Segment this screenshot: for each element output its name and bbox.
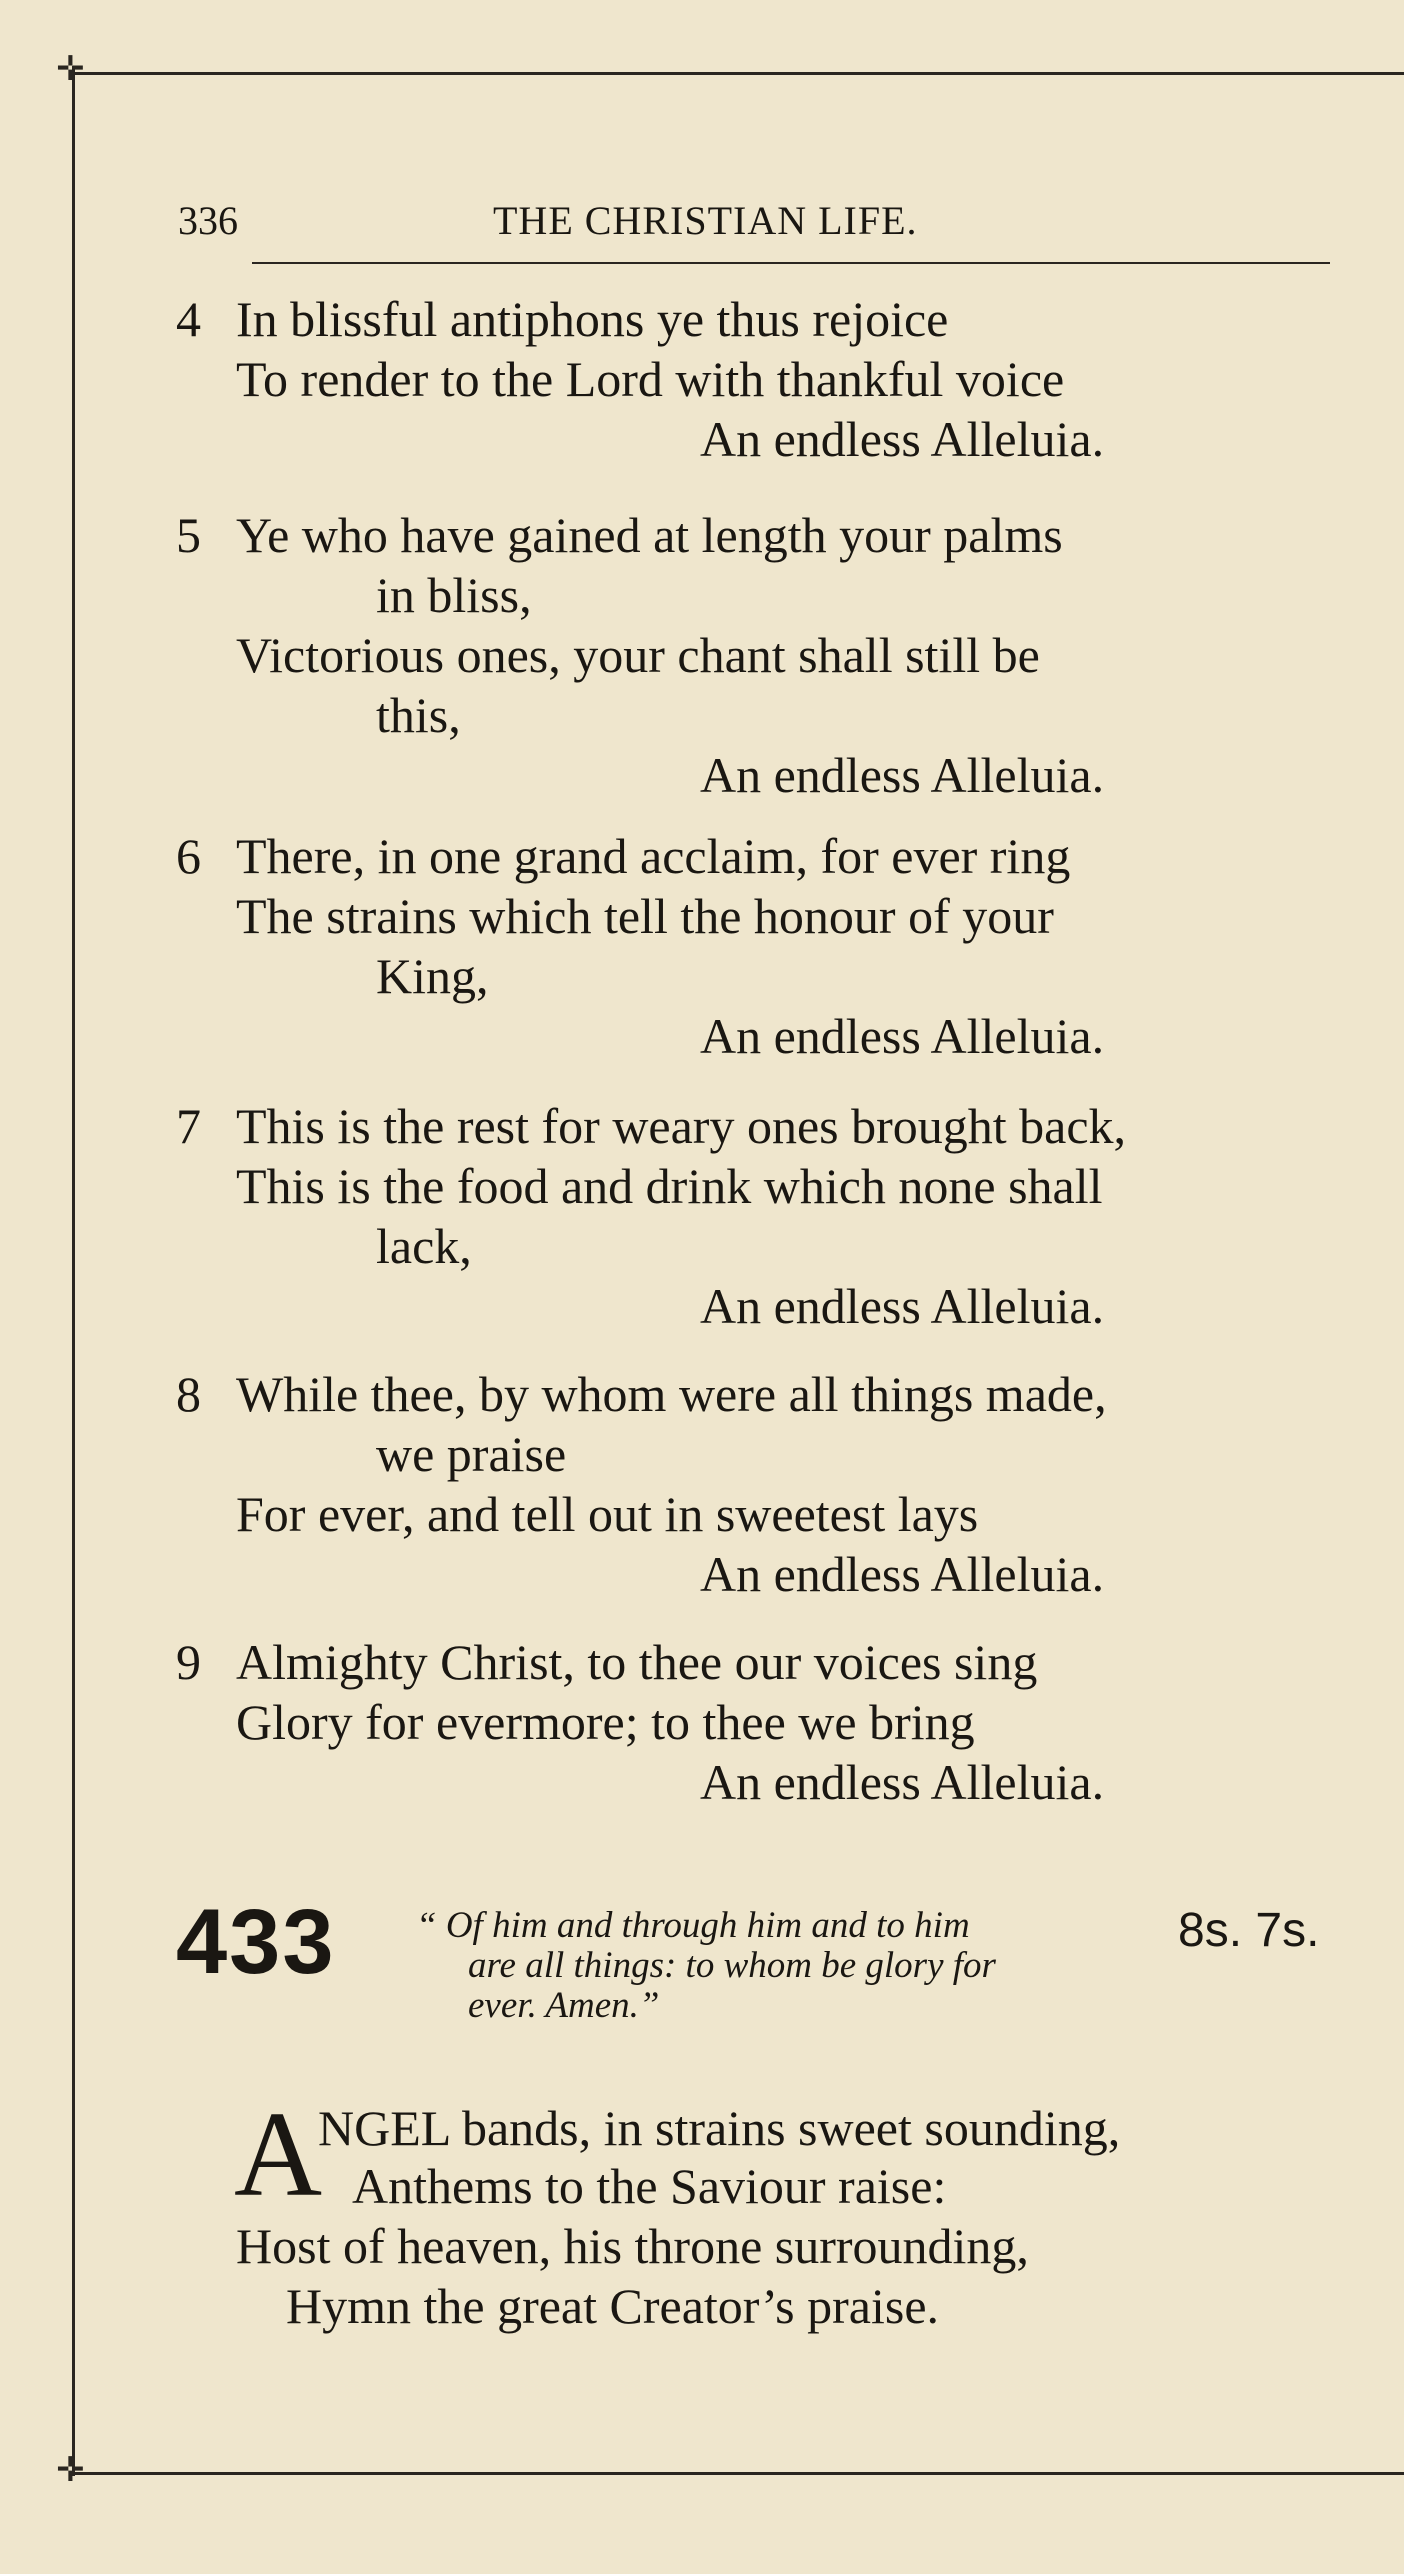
verse-line-text: This is the food and drink which none shall [236,1158,1103,1214]
verse-line [176,289,1356,349]
refrain-text: An endless Alleluia. [700,1278,1105,1334]
verse-line-text: in bliss, [376,567,532,623]
refrain [176,745,1356,805]
verse-line [176,505,1356,565]
verse-line-text: The strains which tell the honour of your [236,888,1054,944]
verse-7 [176,1096,1356,1336]
verse-line [176,1632,1356,1692]
verse-line [176,1156,1356,1216]
refrain [176,1276,1356,1336]
verse-line [176,1692,1356,1752]
hymn-line [318,2098,1404,2158]
verse-5 [176,505,1356,805]
verse-line-continuation [176,685,1356,745]
hymn-line-text: Hymn the great Creator’s praise. [286,2278,940,2334]
verse-line-text: To render to the Lord with thankful voice [236,351,1065,407]
verse-number: 5 [176,507,201,563]
hymn-line [352,2156,1404,2216]
drop-cap: A [234,2087,323,2222]
refrain-text: An endless Alleluia. [700,1754,1105,1810]
refrain-text: An endless Alleluia. [700,1008,1105,1064]
refrain [176,1544,1356,1604]
verse-line-text: lack, [376,1218,472,1274]
bottom-rule [70,2472,1404,2475]
verse-line-text: While thee, by whom were all things made, [236,1366,1107,1422]
refrain [176,1752,1356,1812]
left-rule [72,66,75,2476]
verse-line-continuation [176,1424,1356,1484]
verse-line-text: This is the rest for weary ones brought back, [236,1098,1127,1154]
running-title: THE CHRISTIAN LIFE. [493,198,918,243]
cross-ornament-icon: ✛ [56,49,85,89]
running-head [178,196,1058,246]
epigraph-line: “ Of him and through him and to him [416,1905,970,1946]
verse-line [176,1484,1356,1544]
hymn-line [236,2216,1356,2276]
refrain [176,409,1356,469]
hymn-epigraph [416,1906,1156,2026]
hymn-line-text: NGEL bands, in strains sweet sounding, [318,2100,1121,2156]
page-number: 336 [178,198,238,243]
verse-line-text: For ever, and tell out in sweetest lays [236,1486,979,1542]
verse-line [176,826,1356,886]
refrain-text: An endless Alleluia. [700,747,1105,803]
verse-line-text: In blissful antiphons ye thus rejoice [236,291,949,347]
verse-line-text: Ye who have gained at length your palms [236,507,1063,563]
hymn-number: 433 [176,1891,336,1993]
refrain-text: An endless Alleluia. [700,411,1105,467]
verse-4 [176,289,1356,469]
top-rule [70,72,1404,75]
verse-number: 6 [176,828,201,884]
verse-line-continuation [176,946,1356,1006]
verse-line-text: Almighty Christ, to thee our voices sing [236,1634,1038,1690]
refrain-text: An endless Alleluia. [700,1546,1105,1602]
epigraph-line: ever. Amen.” [468,1985,660,2026]
verse-number: 4 [176,291,201,347]
cross-ornament-icon: ✛ [56,2450,85,2490]
verse-line-text: Glory for evermore; to thee we bring [236,1694,975,1750]
verse-line-text: Victorious ones, your chant shall still be [236,627,1040,683]
verse-line-text: this, [376,687,461,743]
verse-line [176,349,1356,409]
verse-line [176,625,1356,685]
header-rule [252,262,1330,264]
verse-line [176,1096,1356,1156]
hymn-line-text: Anthems to the Saviour raise: [352,2158,947,2214]
verse-line-continuation [176,565,1356,625]
verse-number: 7 [176,1098,201,1154]
verse-number: 8 [176,1366,201,1422]
epigraph-line: are all things: to whom be glory for [468,1945,996,1986]
verse-9 [176,1632,1356,1812]
verse-line-continuation [176,1216,1356,1276]
verse-line-text: There, in one grand acclaim, for ever ring [236,828,1071,884]
refrain [176,1006,1356,1066]
verse-line-text: King, [376,948,489,1004]
verse-line-text: we praise [376,1426,567,1482]
verse-line [176,886,1356,946]
hymn-line-text: Host of heaven, his throne surrounding, [236,2218,1029,2274]
verse-8 [176,1364,1356,1604]
verse-line [176,1364,1356,1424]
verse-6 [176,826,1356,1066]
hymn-meter: 8s. 7s. [1178,1904,1320,1957]
hymn-line [286,2276,1404,2336]
verse-number: 9 [176,1634,201,1690]
